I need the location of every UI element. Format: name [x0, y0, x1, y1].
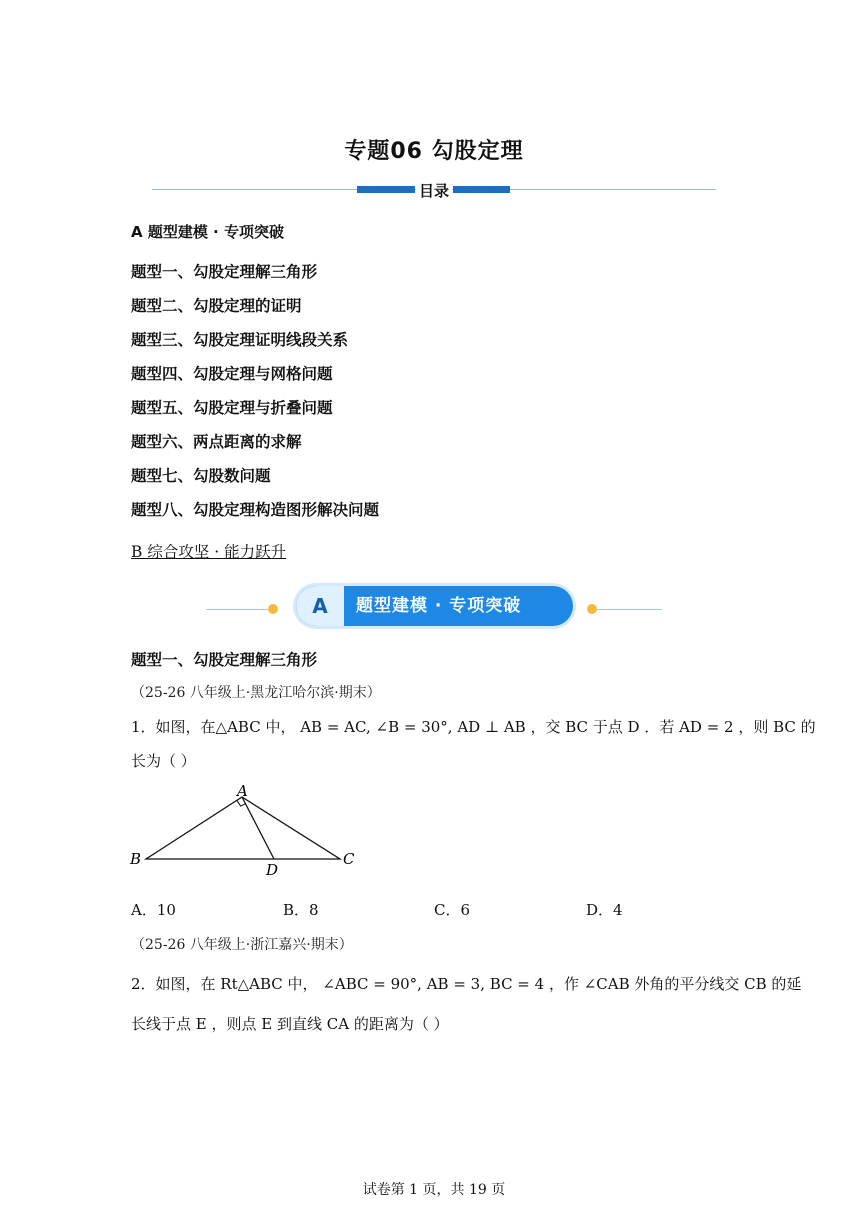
question-source: （25-26 八年级上·黑龙江哈尔滨·期末） — [131, 685, 381, 701]
toc-bar-left — [357, 186, 415, 193]
toc-item[interactable]: 题型八、勾股定理构造图形解决问题 — [131, 501, 380, 519]
toc-section-b[interactable]: B 综合攻坚 · 能力跃升 — [131, 543, 287, 561]
segment-ad — [242, 797, 274, 859]
triangle-figure — [120, 780, 370, 880]
question-text: 1．如图，在△ABC 中， AB = AC, ∠B = 30°, AD ⊥ AB ，交 BC 于点 D ．若 AD = 2 ，则 BC 的 — [131, 718, 816, 736]
option-a[interactable]: A．10 — [131, 901, 176, 919]
option-d[interactable]: D．4 — [586, 901, 623, 919]
label-b: B — [130, 850, 142, 868]
toc-item[interactable]: 题型三、勾股定理证明线段关系 — [131, 331, 349, 349]
section-banner — [296, 586, 573, 626]
label-a: A — [237, 782, 248, 800]
toc-item[interactable]: 题型四、勾股定理与网格问题 — [131, 365, 333, 383]
toc-section-a[interactable]: A 题型建模 · 专项突破 — [131, 223, 284, 241]
question-text: 长为（ ） — [131, 752, 196, 770]
option-c[interactable]: C．6 — [434, 901, 471, 919]
banner-text: 题型建模 · 专项突破 — [356, 596, 522, 616]
label-c: C — [343, 850, 355, 868]
option-b[interactable]: B．8 — [283, 901, 319, 919]
banner-line-left — [206, 609, 272, 610]
toc-item[interactable]: 题型五、勾股定理与折叠问题 — [131, 399, 333, 417]
banner-line-right — [596, 609, 662, 610]
triangle-abc — [146, 797, 340, 859]
banner-dot-left — [268, 604, 278, 614]
toc-label: 目录 — [416, 180, 452, 201]
label-d: D — [266, 861, 279, 879]
toc-item[interactable]: 题型七、勾股数问题 — [131, 467, 271, 485]
question-text: 2．如图，在 Rt△ABC 中， ∠ABC = 90°, AB = 3, BC = 4 ，作 ∠CAB 外角的平分线交 CB 的延 — [131, 975, 802, 993]
question-text: 长线于点 E ，则点 E 到直线 CA 的距离为（ ） — [131, 1015, 449, 1033]
section-heading: 题型一、勾股定理解三角形 — [131, 651, 318, 669]
question-source: （25-26 八年级上·浙江嘉兴·期末） — [131, 937, 353, 953]
toc-item[interactable]: 题型二、勾股定理的证明 — [131, 297, 302, 315]
toc-item[interactable]: 题型一、勾股定理解三角形 — [131, 263, 318, 281]
document-title: 专题06 勾股定理 — [344, 139, 524, 164]
toc-item[interactable]: 题型六、两点距离的求解 — [131, 433, 302, 451]
toc-bar-right — [453, 186, 510, 193]
page-footer: 试卷第 1 页，共 19 页 — [362, 1182, 506, 1198]
banner-letter: A — [312, 594, 328, 618]
